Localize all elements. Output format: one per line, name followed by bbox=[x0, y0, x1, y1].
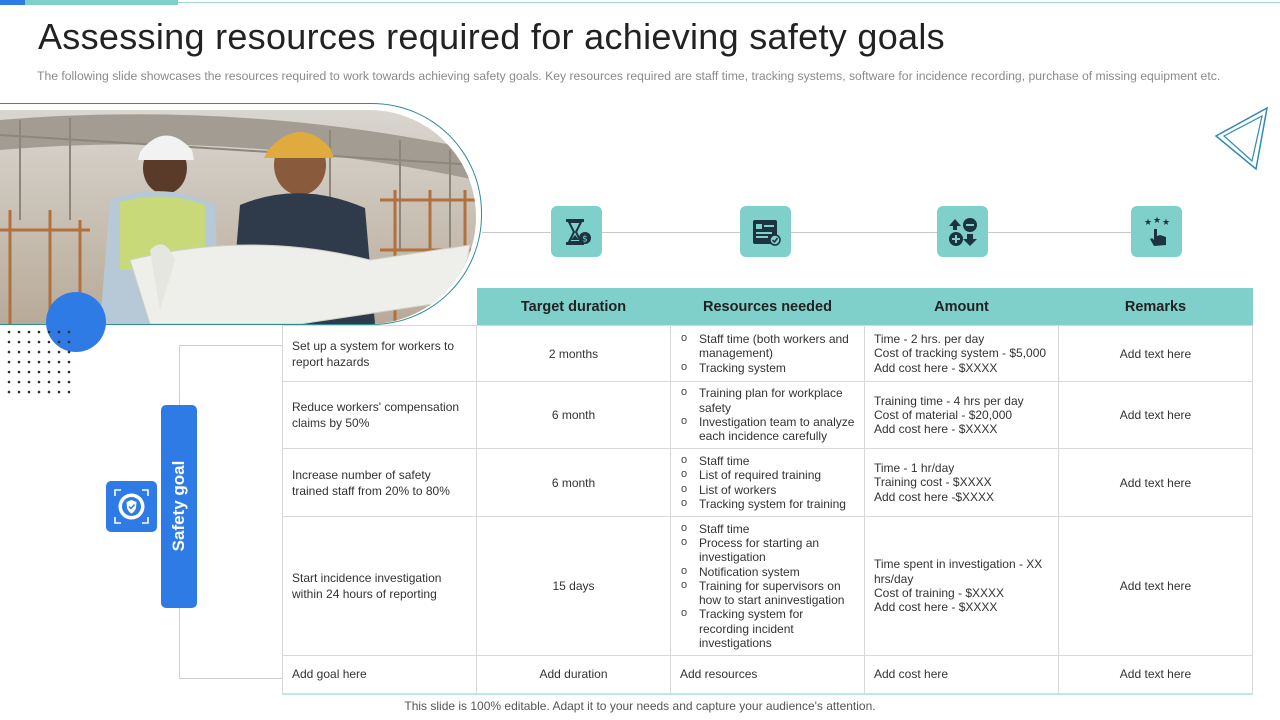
grid-dot bbox=[38, 331, 41, 334]
header-amount: Amount bbox=[865, 288, 1059, 326]
table-header-row bbox=[283, 288, 1253, 326]
safety-goal-label: Safety goal bbox=[169, 460, 188, 552]
grid-dot bbox=[28, 351, 31, 354]
duration-cell: 15 days bbox=[477, 517, 671, 656]
grid-dot bbox=[18, 361, 21, 364]
amount-line: Cost of material - $20,000 bbox=[874, 407, 1013, 422]
table-row bbox=[283, 449, 1253, 517]
target-icon-box bbox=[106, 481, 157, 532]
grid-dot bbox=[68, 371, 71, 374]
bracket-top-line bbox=[179, 345, 282, 346]
remarks-cell: Add text here bbox=[1059, 382, 1253, 449]
table-row bbox=[283, 326, 1253, 382]
grid-dot bbox=[8, 331, 11, 334]
grid-dot bbox=[18, 381, 21, 384]
amount-cell bbox=[865, 517, 1059, 656]
grid-dot bbox=[8, 391, 11, 394]
amount-line: Add cost here - $XXXX bbox=[874, 422, 998, 437]
top-accent-teal bbox=[25, 0, 178, 5]
slide-footer: This slide is 100% editable. Adapt it to your needs and capture your audience's attention. bbox=[404, 699, 876, 713]
bracket-bottom-line bbox=[179, 678, 282, 679]
duration-icon-box bbox=[551, 206, 602, 257]
grid-dot bbox=[8, 371, 11, 374]
resources-cell bbox=[671, 382, 865, 449]
grid-dot bbox=[38, 391, 41, 394]
remarks-cell: Add text here bbox=[1059, 449, 1253, 517]
grid-dot bbox=[58, 361, 61, 364]
amount-line: Add cost here -$XXXX bbox=[874, 489, 995, 504]
amount-cell bbox=[865, 382, 1059, 449]
grid-dot bbox=[28, 331, 31, 334]
goal-cell: Set up a system for workers to report hazards bbox=[283, 326, 477, 382]
grid-dot bbox=[48, 341, 51, 344]
header-remarks: Remarks bbox=[1059, 288, 1253, 326]
resource-item: o List of workers bbox=[681, 483, 855, 497]
grid-dot bbox=[18, 341, 21, 344]
duration-cell: Add duration bbox=[477, 656, 671, 694]
grid-dot bbox=[28, 391, 31, 394]
amount-line: Cost of training - $XXXX bbox=[874, 586, 1005, 600]
duration-cell: 6 month bbox=[477, 449, 671, 517]
table-row bbox=[283, 382, 1253, 449]
resources-icon-box bbox=[740, 206, 791, 257]
rating-stars-hand-icon bbox=[1140, 215, 1174, 249]
amount-cell: Add cost here bbox=[865, 656, 1059, 694]
resource-item: o Staff time bbox=[681, 454, 855, 468]
resource-item: o Training plan for workplace safety bbox=[681, 386, 855, 415]
resources-table bbox=[282, 288, 1253, 695]
grid-dot bbox=[68, 351, 71, 354]
amount-line: Add cost here - $XXXX bbox=[874, 360, 998, 375]
resources-cell bbox=[671, 517, 865, 656]
grid-dot bbox=[58, 371, 61, 374]
resource-item: o Notification system bbox=[681, 565, 855, 579]
grid-dot bbox=[18, 351, 21, 354]
grid-dot bbox=[38, 371, 41, 374]
resources-list bbox=[681, 522, 855, 651]
decorative-dot-grid bbox=[7, 330, 77, 400]
svg-text:★: ★ bbox=[1143, 217, 1152, 228]
checklist-board-icon bbox=[750, 216, 782, 248]
grid-dot bbox=[68, 331, 71, 334]
grid-dot bbox=[38, 381, 41, 384]
grid-dot bbox=[48, 391, 51, 394]
slide-subtitle: The following slide showcases the resources required to work towards achieving safety goals. Key resources required are staff time, tracking systems, software for incidence recording, purchase of missing equipment etc. bbox=[37, 69, 1221, 83]
resources-list bbox=[681, 454, 855, 511]
resource-item: o Tracking system bbox=[681, 361, 855, 375]
resources-list bbox=[681, 386, 855, 443]
grid-dot bbox=[48, 331, 51, 334]
amount-line: Training time - 4 hrs per day bbox=[874, 393, 1024, 408]
goal-cell: Start incidence investigation within 24 hours of reporting bbox=[283, 517, 477, 656]
grid-dot bbox=[38, 361, 41, 364]
grid-dot bbox=[48, 351, 51, 354]
resource-item: o Tracking system for training bbox=[681, 497, 855, 511]
grid-dot bbox=[8, 361, 11, 364]
amount-line: Cost of tracking system - $5,000 bbox=[874, 346, 1047, 361]
shield-target-icon bbox=[106, 481, 157, 532]
amount-line: Time - 2 hrs. per day bbox=[874, 332, 985, 347]
grid-dot bbox=[58, 391, 61, 394]
grid-dot bbox=[58, 341, 61, 344]
grid-dot bbox=[38, 341, 41, 344]
header-resources-needed: Resources needed bbox=[671, 288, 865, 326]
grid-dot bbox=[28, 371, 31, 374]
resource-item: o Training for supervisors on how to start aninvestigation bbox=[681, 579, 855, 608]
grid-dot bbox=[68, 391, 71, 394]
grid-dot bbox=[8, 341, 11, 344]
amount-cell bbox=[865, 449, 1059, 517]
grid-dot bbox=[58, 351, 61, 354]
resource-item: o Staff time (both workers and management) bbox=[681, 332, 855, 361]
grid-dot bbox=[28, 361, 31, 364]
decorative-triangle-outline bbox=[1212, 106, 1272, 172]
resource-item: o Investigation team to analyze each incidence carefully bbox=[681, 415, 855, 444]
resource-item: o Tracking system for recording incident investigations bbox=[681, 607, 855, 650]
grid-dot bbox=[28, 341, 31, 344]
svg-text:★: ★ bbox=[1161, 217, 1170, 228]
table-row-placeholder bbox=[283, 656, 1253, 694]
goal-cell: Increase number of safety trained staff from 20% to 80% bbox=[283, 449, 477, 517]
duration-cell: 2 months bbox=[477, 326, 671, 382]
amount-line: Add cost here - $XXXX bbox=[874, 600, 998, 615]
resource-item: o Staff time bbox=[681, 522, 855, 536]
resources-list bbox=[681, 332, 855, 375]
grid-dot bbox=[38, 351, 41, 354]
grid-dot bbox=[68, 381, 71, 384]
header-target-duration: Target duration bbox=[477, 288, 671, 326]
grid-dot bbox=[18, 371, 21, 374]
amount-line: Training cost - $XXXX bbox=[874, 475, 992, 490]
goal-column-header bbox=[283, 288, 477, 326]
resource-item: o Process for starting an investigation bbox=[681, 536, 855, 565]
top-accent-blue bbox=[0, 0, 25, 5]
grid-dot bbox=[18, 391, 21, 394]
amount-cell bbox=[865, 326, 1059, 382]
goal-cell: Add goal here bbox=[283, 656, 477, 694]
grid-dot bbox=[28, 381, 31, 384]
slide-title: Assessing resources required for achieving safety goals bbox=[38, 16, 945, 57]
duration-cell: 6 month bbox=[477, 382, 671, 449]
amount-line: Time spent in investigation - XX hrs/day bbox=[874, 557, 1043, 586]
goal-cell: Reduce workers' compensation claims by 50% bbox=[283, 382, 477, 449]
grid-dot bbox=[68, 361, 71, 364]
grid-dot bbox=[48, 381, 51, 384]
remarks-icon-box bbox=[1131, 206, 1182, 257]
calculator-signs-icon bbox=[947, 216, 979, 248]
grid-dot bbox=[8, 381, 11, 384]
grid-dot bbox=[48, 361, 51, 364]
grid-dot bbox=[58, 381, 61, 384]
svg-text:★: ★ bbox=[1152, 215, 1161, 226]
remarks-cell: Add text here bbox=[1059, 656, 1253, 694]
grid-dot bbox=[68, 341, 71, 344]
table-row bbox=[283, 517, 1253, 656]
grid-dot bbox=[48, 371, 51, 374]
top-accent-line bbox=[178, 2, 1280, 3]
amount-icon-box bbox=[937, 206, 988, 257]
remarks-cell: Add text here bbox=[1059, 326, 1253, 382]
resources-cell: Add resources bbox=[671, 656, 865, 694]
resources-cell bbox=[671, 326, 865, 382]
remarks-cell: Add text here bbox=[1059, 517, 1253, 656]
resource-item: o List of required training bbox=[681, 468, 855, 482]
resources-cell bbox=[671, 449, 865, 517]
grid-dot bbox=[8, 351, 11, 354]
grid-dot bbox=[58, 331, 61, 334]
grid-dot bbox=[18, 331, 21, 334]
amount-line: Time - 1 hr/day bbox=[874, 461, 955, 476]
hourglass-money-icon bbox=[561, 216, 593, 248]
svg-text:$: $ bbox=[581, 234, 588, 244]
